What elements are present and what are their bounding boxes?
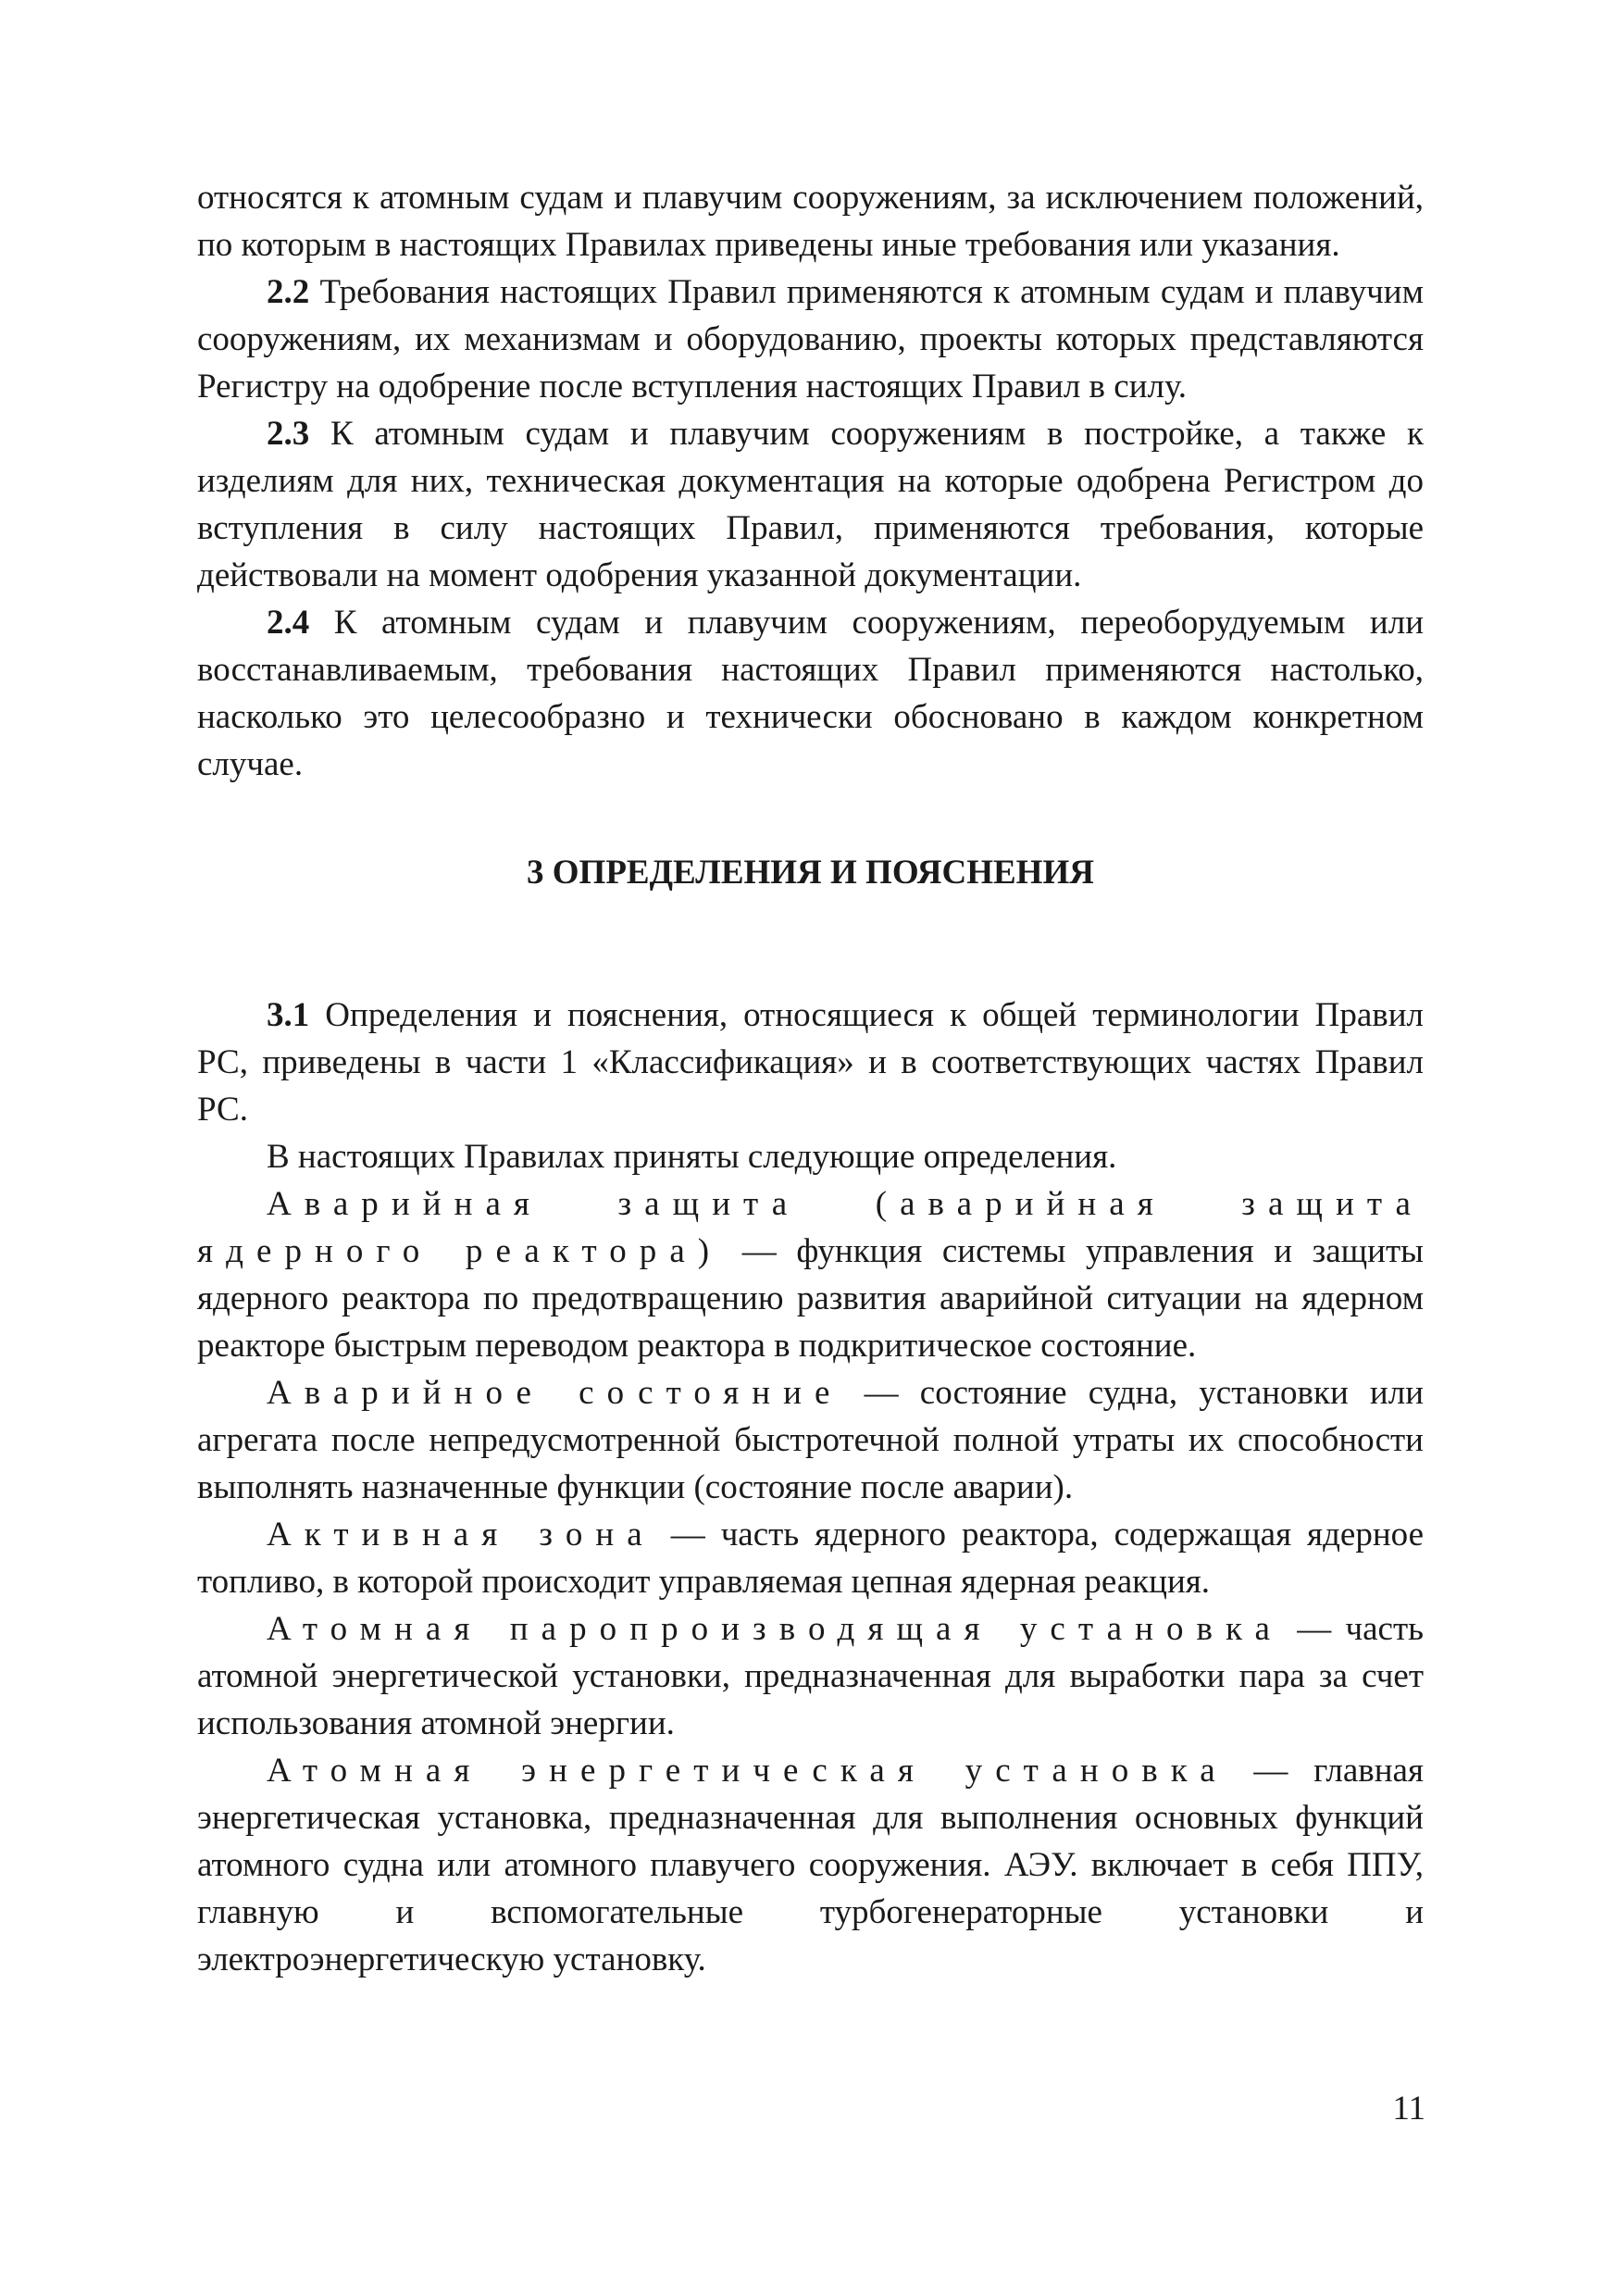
definition-text: — часть атомной энергетической установки, предназначенная для выработки пара за счет использования атомной энергии. [197,1610,1424,1742]
definition-text: — главная энергетическая установка, предназначенная для выполнения основных функций атомного судна или атомного плавучего сооружения. АЭУ. включает в себя ППУ, главную и вспомогательные турбогенераторные установки и электроэнергетическую установку. [197,1752,1424,1978]
definition-term: Аварийное состояние [267,1374,843,1412]
definition-text: — состояние судна, установки или агрегата после непредусмотренной быстротечной полной утраты их способности выполнять назначенные функции (состояние после аварии). [197,1374,1424,1506]
clause-number: 2.3 [267,415,310,453]
clause-number: 3.1 [267,996,310,1034]
page-number: 11 [1392,2090,1425,2128]
definition-text: — часть ядерного реактора, содержащая ядерное топливо, в которой происходит управляемая цепная ядерная реакция. [197,1516,1424,1601]
definition-item [197,1605,1424,1747]
clause-text: Требования настоящих Правил применяются к атомным судам и плавучим сооружениям, их механизмам и оборудованию, проекты которых представляются Регистру на одобрение после вступления настоящих Правил в силу. [197,273,1424,406]
section-heading: 3 ОПРЕДЕЛЕНИЯ И ПОЯСНЕНИЯ [527,854,1094,892]
clause-number: 2.2 [267,273,310,311]
definition-term: Активная зона [267,1516,655,1554]
clause-text: К атомным судам и плавучим сооружениям, переоборудуемым или восстанавливаемым, требования настоящих Правил применяются настолько, насколько это целесообразно и технически обосновано в каждом конкретном случае. [197,604,1424,783]
clause-text: К атомным судам и плавучим сооружениям в постройке, а также к изделиям для них, техническая документация на которые одобрена Регистром до вступления в силу настоящих Правил, применяются требования, которые действовали на момент одобрения указанной документации. [197,415,1424,594]
clause-2-4 [197,599,1424,788]
clause-2-2 [197,268,1424,410]
definition-item [197,1511,1424,1605]
definition-text: — функция системы управления и защиты ядерного реактора по предотвращению развития аварийной ситуации на ядерном реакторе быстрым переводом реактора в подкритическое состояние. [197,1232,1424,1365]
definition-term: Атомная паропроизводящая установка [267,1610,1283,1648]
clause-3-1 [197,992,1424,1133]
page-body [197,174,1424,1983]
clause-number: 2.4 [267,604,310,642]
definition-term: Атомная энергетическая установка [267,1752,1228,1790]
clause-text: Определения и пояснения, относящиеся к общей терминологии Правил РС, приведены в части 1 «Классификация» и в соответствующих частях Правил РС. [197,996,1424,1129]
definitions-intro: В настоящих Правилах приняты следующие определения. [267,1138,1117,1176]
continuation-paragraph: относятся к атомным судам и плавучим сооружениям, за исключением положений, по которым в настоящих Правилах приведены иные требования или указания. [197,179,1424,264]
clause-2-3 [197,410,1424,599]
definition-item [197,1747,1424,1983]
definition-item [197,1180,1424,1369]
definition-item [197,1369,1424,1511]
section-heading-wrap [197,849,1424,896]
definition-term: Аварийная защита (аварийная защита ядерного реактора) [197,1185,1424,1270]
